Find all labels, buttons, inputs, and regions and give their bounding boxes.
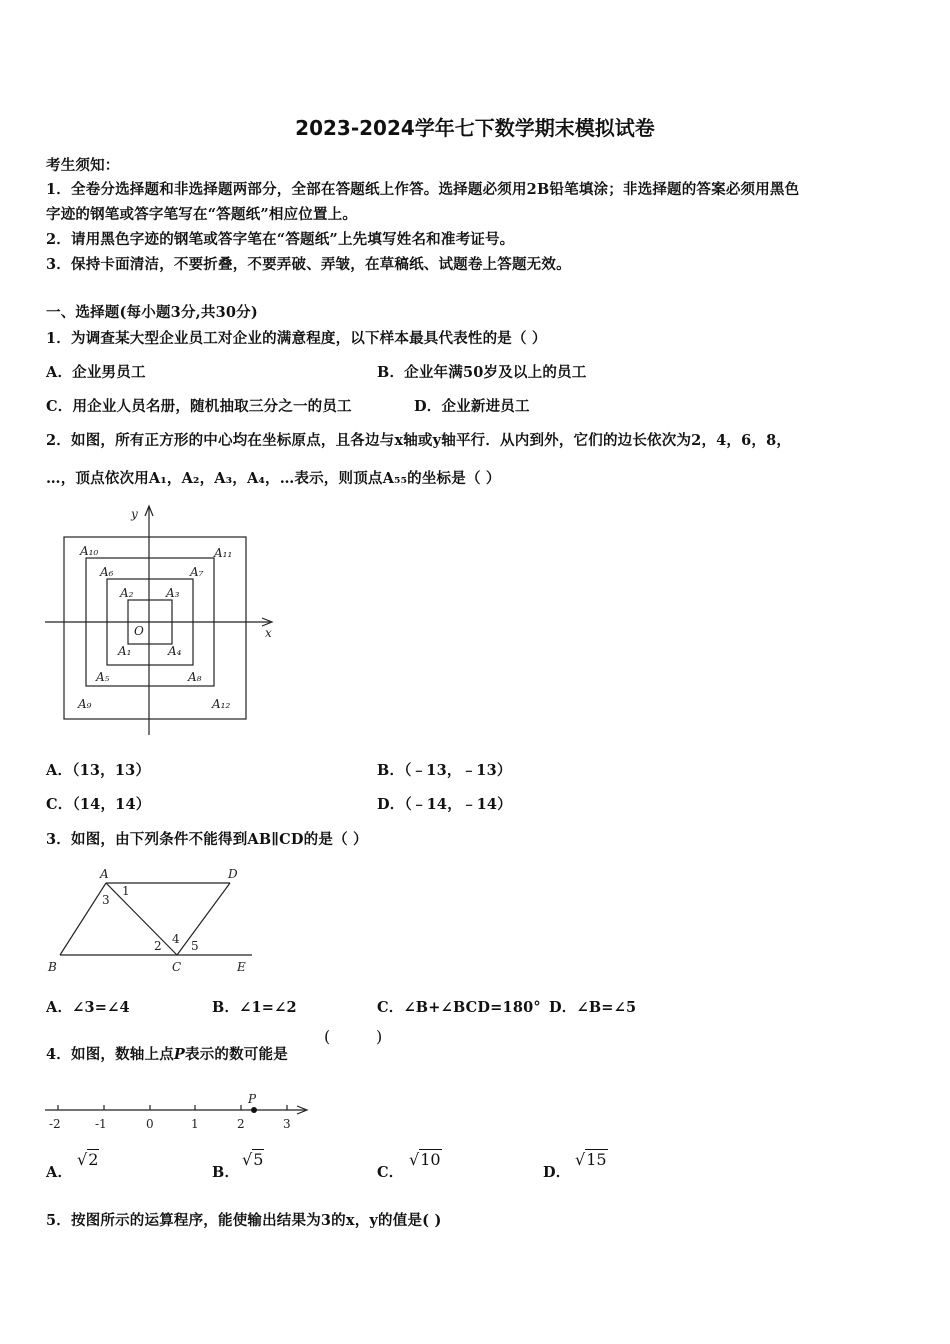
q4-paren-right: ) [376,1027,383,1046]
q2-option-a: A．（13，13） [46,762,151,779]
q2-squares-figure [40,500,280,740]
q1-option-b: B．企业年满50岁及以上的员工 [377,364,587,381]
q4-number-line [40,1090,320,1140]
vertex-label-a12: A₁₂ [212,697,231,711]
notice-item-1: 1．全卷分选择题和非选择题两部分，全部在答题纸上作答。选择题必须用2B铅笔填涂；非选择题的答案必须用黑色 [46,181,800,198]
q4-option-d: D． [543,1164,571,1181]
line-ab [60,883,106,955]
vertex-label-a1: A₁ [118,644,132,658]
q3-option-c: C．∠B+∠BCD=180° [377,999,541,1016]
point-e-label: E [237,960,246,974]
q4-option-a-sqrt: √2 [77,1150,99,1169]
q4-option-d-sqrt: √15 [575,1150,607,1169]
q3-option-a: A．∠3=∠4 [46,999,130,1016]
q4-option-c-sqrt: √10 [409,1150,441,1169]
q4-option-a: A． [46,1164,73,1181]
q4-option-b: B． [212,1164,240,1181]
vertex-label-a11: A₁₁ [214,546,233,560]
q3-option-d: D．∠B=∠5 [549,999,637,1016]
notice-item-2: 2．请用黑色字迹的钢笔或答字笔在“答题纸”上先填写姓名和准考证号。 [46,231,515,248]
y-axis-label: y [131,507,138,521]
q2-stem-line1: 2．如图，所有正方形的中心均在坐标原点，且各边与x轴或y轴平行．从内到外，它们的边长依次为2，4，6，8， [46,432,792,449]
q4-stem-point: P [173,1046,185,1063]
point-d-label: D [228,867,238,881]
point-b-label: B [48,960,57,974]
vertex-label-a3: A₃ [166,586,180,600]
q1-option-a: A．企业男员工 [46,364,146,381]
notice-item-1-cont: 字迹的钢笔或答字笔写在“答题纸”相应位置上。 [46,206,358,223]
q4-stem [46,1043,288,1064]
line-ac [106,883,177,955]
q4-option-d-value: 15 [586,1150,607,1169]
vertex-label-a8: A₈ [188,670,202,684]
section-heading: 一、选择题(每小题3分,共30分) [46,304,258,321]
vertex-label-a5: A₅ [96,670,110,684]
vertex-label-a10: A₁₀ [80,544,99,558]
angle-4-label: 4 [172,932,180,946]
q5-stem: 5．按图所示的运算程序，能使输出结果为3的x，y的值是( ) [46,1212,442,1229]
tick-label-2: 2 [237,1117,245,1131]
point-a-label: A [100,867,109,881]
tick-label-1: 1 [191,1117,199,1131]
angle-3-label: 3 [102,893,110,907]
q1-option-d: D．企业新进员工 [414,398,530,415]
point-p [251,1107,257,1113]
notice-heading: 考生须知： [46,157,120,174]
vertex-label-a2: A₂ [120,586,134,600]
vertex-label-a4: A₄ [168,644,182,658]
q1-stem: 1．为调查某大型企业员工对企业的满意程度，以下样本最具代表性的是（ ） [46,330,547,347]
q4-paren-left: ( [324,1027,331,1046]
q2-option-c: C．（14，14） [46,796,151,813]
origin-label: O [134,624,144,638]
angle-1-label: 1 [122,884,130,898]
notice-item-3: 3．保持卡面清洁，不要折叠，不要弄破、弄皱，在草稿纸、试题卷上答题无效。 [46,256,571,273]
q1-option-c: C．用企业人员名册，随机抽取三分之一的员工 [46,398,352,415]
q3-parallel-figure [40,860,260,980]
q3-stem: 3．如图，由下列条件不能得到AB∥CD的是（ ） [46,831,368,848]
vertex-label-a9: A₉ [78,697,92,711]
tick-label-0: 0 [146,1117,154,1131]
tick-label-minus-1: -1 [95,1117,107,1131]
x-axis-label: x [265,626,272,640]
q4-option-a-value: 2 [88,1150,99,1169]
tick-label-minus-2: -2 [49,1117,61,1131]
q4-stem-post: 表示的数可能是 [185,1046,288,1063]
vertex-label-a7: A₇ [190,565,204,579]
square-4 [64,537,246,719]
page-title: 2023-2024学年七下数学期末模拟试卷 [295,116,655,140]
q4-option-c: C． [377,1164,404,1181]
line-dc [177,883,230,955]
angle-2-label: 2 [154,939,162,953]
vertex-label-a6: A₆ [100,565,114,579]
q4-option-c-value: 10 [420,1150,441,1169]
point-c-label: C [172,960,182,974]
q4-option-b-sqrt: √5 [242,1150,264,1169]
q4-stem-pre: 4．如图，数轴上点 [46,1046,174,1063]
q3-option-b: B．∠1=∠2 [212,999,297,1016]
q2-option-b: B．（﹣13，﹣13） [377,762,512,779]
angle-5-label: 5 [191,939,199,953]
tick-label-3: 3 [283,1117,291,1131]
q2-stem-line2: …，顶点依次用A₁，A₂，A₃，A₄，…表示，则顶点A₅₅的坐标是（ ） [46,470,501,487]
q4-option-b-value: 5 [253,1150,264,1169]
q2-option-d: D．（﹣14，﹣14） [377,796,512,813]
point-p-label: P [248,1092,257,1106]
